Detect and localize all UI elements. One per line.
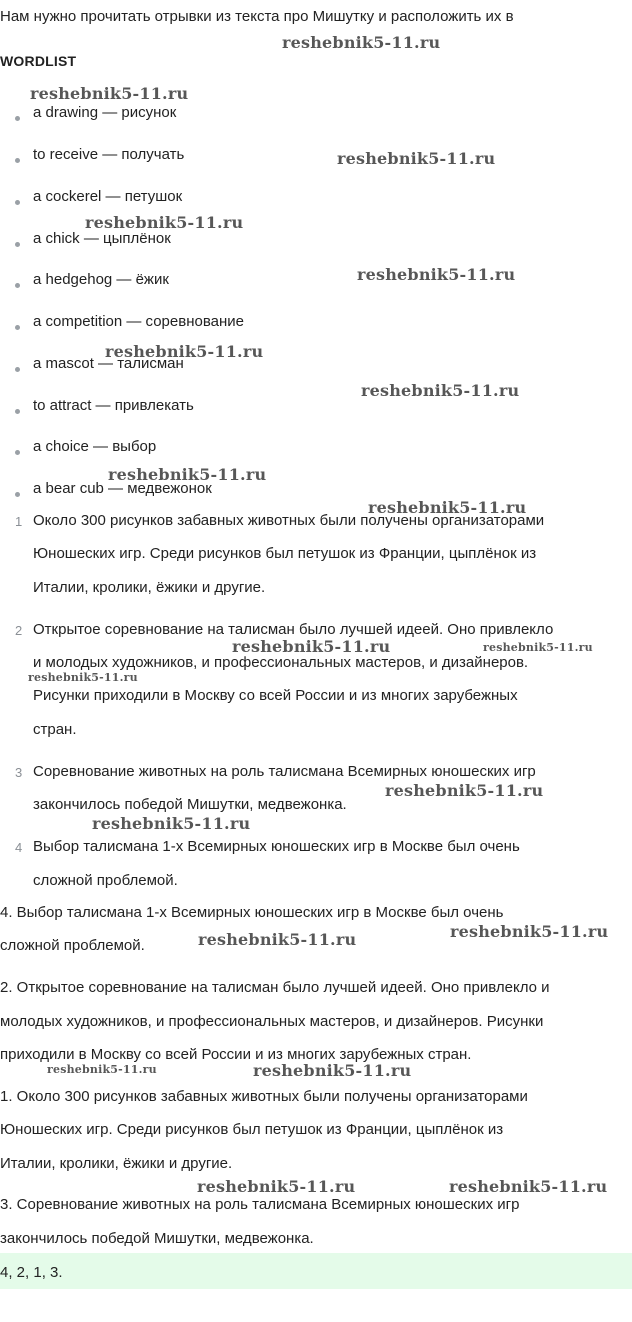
ordered-line: Юношеских игр. Среди рисунков был петушок из Франции, цыплёнок из	[0, 1121, 504, 1138]
watermark: reshebnik5-11.ru	[198, 930, 357, 949]
watermark: reshebnik5-11.ru	[385, 781, 544, 800]
bullet-icon	[15, 492, 20, 497]
ordered-line: молодых художников, и профессиональных мастеров, и дизайнеров. Рисунки	[0, 1013, 544, 1030]
wordlist-item: a choice — выбор	[33, 438, 157, 455]
bullet-icon	[15, 450, 20, 455]
wordlist-item: a hedgehog — ёжик	[33, 271, 169, 288]
watermark: reshebnik5-11.ru	[282, 33, 441, 52]
watermark: reshebnik5-11.ru	[361, 381, 520, 400]
watermark: reshebnik5-11.ru	[449, 1177, 608, 1196]
bullet-icon	[15, 242, 20, 247]
bullet-icon	[15, 158, 20, 163]
watermark: reshebnik5-11.ru	[28, 671, 138, 684]
watermark: reshebnik5-11.ru	[92, 814, 251, 833]
wordlist-item: to attract — привлекать	[33, 397, 194, 414]
wordlist-item: a drawing — рисунок	[33, 104, 177, 121]
item-number: 2	[15, 623, 23, 638]
watermark: reshebnik5-11.ru	[357, 265, 516, 284]
bullet-icon	[15, 367, 20, 372]
answer-box	[0, 1253, 632, 1289]
bullet-icon	[15, 200, 20, 205]
watermark: reshebnik5-11.ru	[85, 213, 244, 232]
bullet-icon	[15, 325, 20, 330]
watermark: reshebnik5-11.ru	[30, 84, 189, 103]
wordlist-item: a competition — соревнование	[33, 313, 244, 330]
fragment-line: Юношеских игр. Среди рисунков был петушок из Франции, цыплёнок из	[33, 545, 537, 562]
fragment-line: Рисунки приходили в Москву со всей России и из многих зарубежных	[33, 687, 518, 704]
bullet-icon	[15, 283, 20, 288]
ordered-line: 3. Соревнование животных на роль талисмана Всемирных юношеских игр	[0, 1196, 520, 1213]
wordlist-item: a cockerel — петушок	[33, 188, 183, 205]
wordlist-item: a chick — цыплёнок	[33, 230, 171, 247]
wordlist-item: a bear cub — медвежонок	[33, 480, 212, 497]
ordered-line: 2. Открытое соревнование на талисман было лучшей идеей. Оно привлекло и	[0, 979, 550, 996]
watermark: reshebnik5-11.ru	[108, 465, 267, 484]
watermark: reshebnik5-11.ru	[105, 342, 264, 361]
watermark: reshebnik5-11.ru	[197, 1177, 356, 1196]
item-number: 4	[15, 840, 23, 855]
fragment-line: Соревнование животных на роль талисмана Всемирных юношеских игр	[33, 763, 536, 780]
fragment-line: Около 300 рисунков забавных животных были получены организаторами	[33, 512, 545, 529]
bullet-icon	[15, 116, 20, 121]
bullet-icon	[15, 409, 20, 414]
ordered-line: закончилось победой Мишутки, медвежонка.	[0, 1230, 314, 1247]
watermark: reshebnik5-11.ru	[450, 922, 609, 941]
fragment-line: и молодых художников, и профессиональных мастеров, и дизайнеров.	[33, 654, 529, 671]
ordered-line: 4. Выбор талисмана 1-х Всемирных юношеских игр в Москве был очень	[0, 904, 504, 921]
watermark: reshebnik5-11.ru	[47, 1063, 157, 1076]
fragment-line: Италии, кролики, ёжики и другие.	[33, 579, 266, 596]
wordlist-heading: WORDLIST	[0, 53, 77, 69]
answer-text: 4, 2, 1, 3.	[0, 1264, 63, 1281]
watermark: reshebnik5-11.ru	[483, 641, 593, 654]
item-number: 1	[15, 514, 23, 529]
watermark: reshebnik5-11.ru	[253, 1061, 412, 1080]
item-number: 3	[15, 765, 23, 780]
watermark: reshebnik5-11.ru	[337, 149, 496, 168]
fragment-line: Открытое соревнование на талисман было лучшей идеей. Оно привлекло	[33, 621, 554, 638]
watermark: reshebnik5-11.ru	[232, 637, 391, 656]
fragment-line: сложной проблемой.	[33, 872, 178, 889]
ordered-line: сложной проблемой.	[0, 937, 145, 954]
intro-text: Нам нужно прочитать отрывки из текста про Мишутку и расположить их в	[0, 8, 514, 25]
fragment-line: Выбор талисмана 1-х Всемирных юношеских игр в Москве был очень	[33, 838, 520, 855]
ordered-line: приходили в Москву со всей России и из многих зарубежных стран.	[0, 1046, 472, 1063]
watermark: reshebnik5-11.ru	[368, 498, 527, 517]
ordered-line: Италии, кролики, ёжики и другие.	[0, 1155, 233, 1172]
wordlist-item: a mascot — талисман	[33, 355, 184, 372]
wordlist-item: to receive — получать	[33, 146, 185, 163]
fragment-line: закончилось победой Мишутки, медвежонка.	[33, 796, 347, 813]
ordered-line: 1. Около 300 рисунков забавных животных были получены организаторами	[0, 1088, 528, 1105]
fragment-line: стран.	[33, 721, 77, 738]
